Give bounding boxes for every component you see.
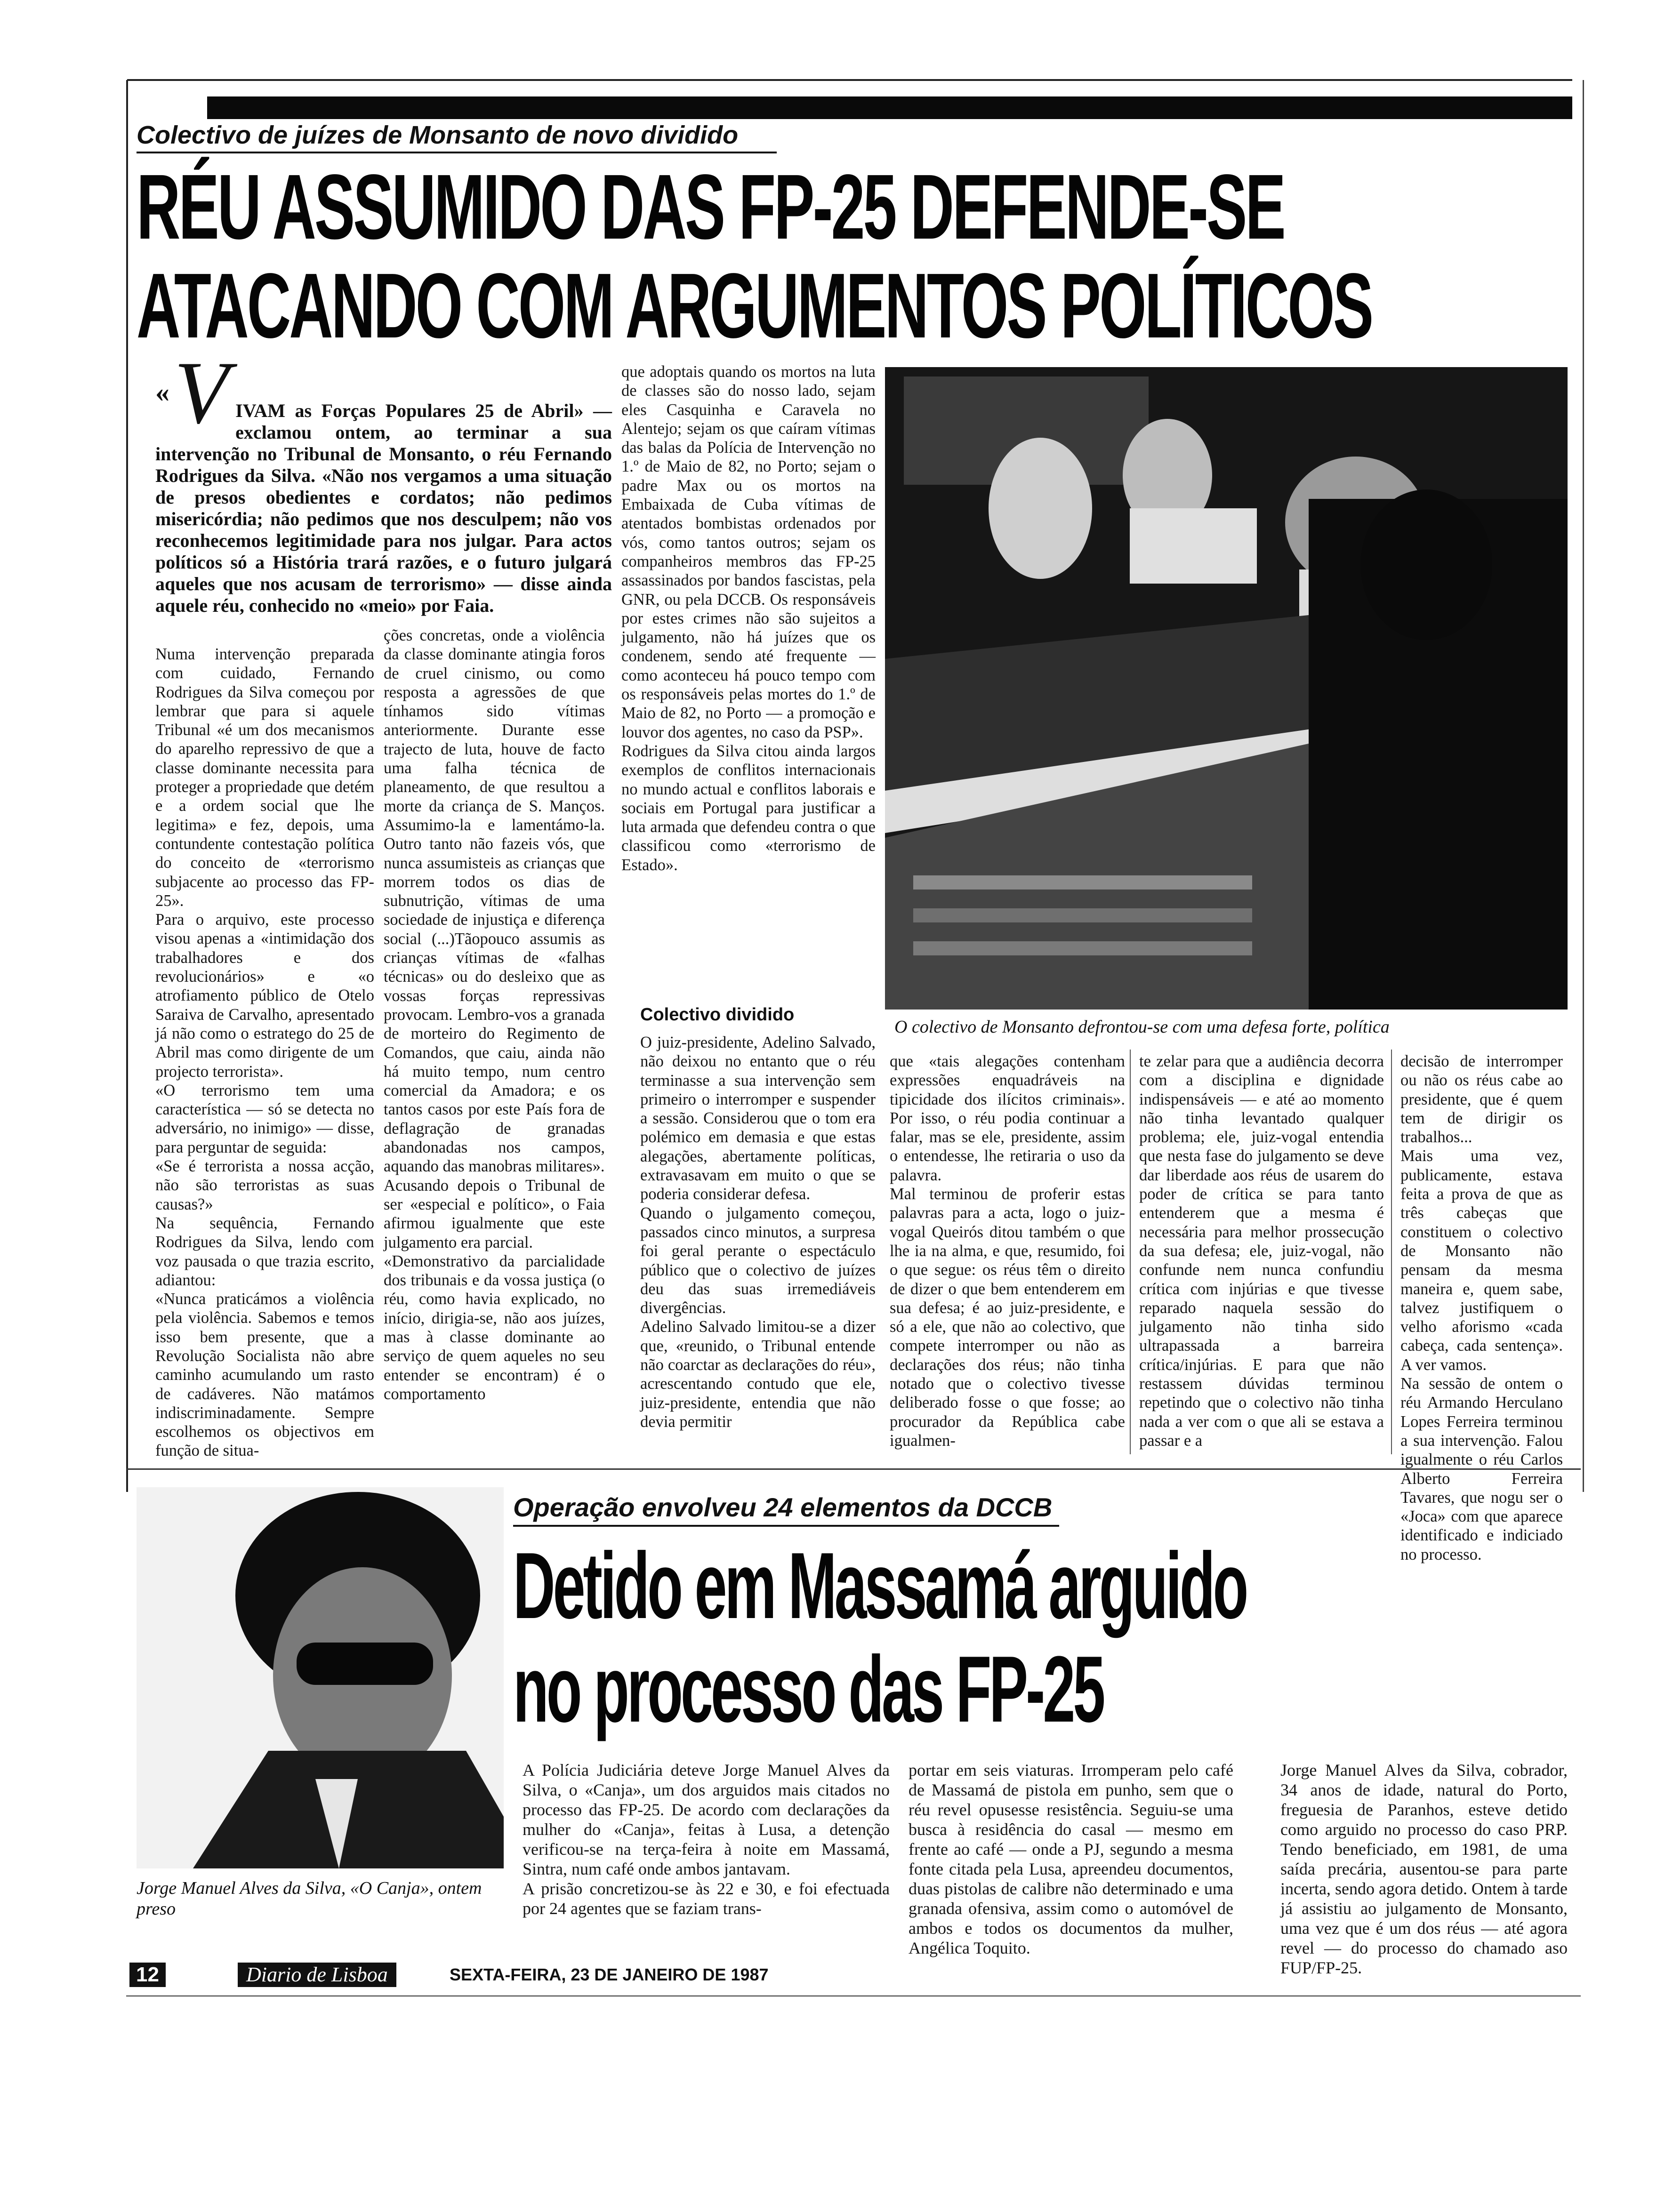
courtroom-photo-icon: [885, 367, 1568, 1010]
lead-dropcap: V: [174, 344, 229, 442]
second-headline-line2: no processo das FP-25: [513, 1637, 1103, 1742]
issue-date: SEXTA-FEIRA, 23 DE JANEIRO DE 1987: [450, 1965, 769, 1984]
top-headline-line1: RÉU ASSUMIDO DAS FP-25 DEFENDE-SE: [137, 155, 1284, 258]
courtroom-photo-caption: O colectivo de Monsanto defrontou-se com uma defesa forte, política: [894, 1017, 1390, 1037]
second-kicker: Operação envolveu 24 elementos da DCCB: [513, 1492, 1053, 1522]
top-col-4: que «tais alegações contenham expressões enquadráveis na tipicidade dos ilícitos criminais». Por isso, o réu podia continuar a falar, mas se ele, presidente, assim o entendesse, lhe retiraria o uso da palavra. Mal terminou de proferir estas palavras para a acta, logo o juiz-vogal Queirós ditou também o que lhe ia na alma, e que, resumido, foi o que segue: os réus têm o direito de dizer o que bem entenderem em sua defesa; é ao juiz-presidente, e só a ele, que não ao colectivo, que compete interromper ou não as declarações dos réus; não tinha notado que o colectivo tivesse deliberado fosse o que fosse; ao procurador da República cabe igualmen-: [890, 1052, 1125, 1450]
top-kicker-underline: [137, 152, 777, 153]
top-col-2: ções concretas, onde a violência da classe dominante atingia foros de cruel cinismo, ou como resposta a agressões de que tínhamos sido vítimas anteriormente. Durante esse trajecto de luta, houve de facto uma falha técnica de planeamento, de que resultou a morte da criança de S. Manços. Assumimo-la e lamentámo-la. Outro tanto não fazeis vós, que nunca assumisteis as crianças que morrem todos os dias de subnutrição, vítimas de uma sociedade de injustiça e diferença social (...)Tãopouco assumis as crianças vítimas de «falhas técnicas» ou do desleixo que as vossas forças repressivas provocam. Lembro-vos a granada de morteiro do Regimento de Comandos, que caiu, ainda não há muito tempo, num centro comercial da Amadora; e os tantos casos por este País fora de deflagração de granadas abandonadas nos campos, aquando das manobras militares». Acusando depois o Tribunal de ser «especial e político», o Faia afirmou igualmente que este julgamento era parcial. «Demonstrativo da parcialidade dos tribunais e da vossa justiça (o réu, como havia explicado, no início, dirigia-se, não aos juízes, mas à classe dominante ao serviço de quem aqueles no seu entender se encontram) é o comportamento: [384, 626, 605, 1403]
lead-quote-open: «: [155, 377, 169, 408]
header-black-bar: [207, 96, 1572, 119]
second-headline-line1: Detido em Massamá arguido: [513, 1533, 1247, 1638]
top-col-6: decisão de interromper ou não os réus cabe ao presidente, que é quem tem de dirigir os trabalhos... Mais uma vez, publicamente, estava feita a prova de que as três cabeças que constituem o colectivo de Monsanto não pensam da mesma maneira e, quem sabe, talvez justifiquem o velho aforismo «cada cabeça, cada sentença». A ver vamos. Na sessão de ontem o réu Armando Herculano Lopes Ferreira terminou a sua intervenção. Falou igualmente o réu Carlos Alberto Ferreira Tavares, que nogu ser o «Joca» com que aparece identificado e indiciado no processo.: [1400, 1052, 1563, 1563]
newspaper-brand: Diario de Lisboa: [238, 1963, 396, 1987]
portrait-photo-caption: Jorge Manuel Alves da Silva, «O Canja», ontem preso: [137, 1878, 482, 1919]
top-col-1: Numa intervenção preparada com cuidado, Fernando Rodrigues da Silva começou por lembrar que para si aquele Tribunal «é um dos mecanismos do aparelho repressivo de que a classe dominante necessita para proteger a propriedade que detém e a ordem social que lhe legitima» e fez, depois, uma contundente contestação política do conceito de «terrorismo subjacente ao processo das FP-25». Para o arquivo, este processo visou apenas a «intimidação dos trabalhadores e dos revolucionários» e «o atrofiamento público de Otelo Saraiva de Carvalho, apresentado já não como o estratego do 25 de Abril mas como dirigente de um projecto terrorista». «O terrorismo tem uma característica — só se detecta no adversário, no inimigo» — disse, para perguntar de seguida: «Se é terrorista a nossa acção, não são terroristas as suas causas?» Na sequência, Fernando Rodrigues da Silva, lendo com voz pausada o que trazia escrito, adiantou: «Nunca praticámos a violência pela violência. Sabemos e temos isso bem presente, que a Revolução Socialista não abre caminho acumulando um rasto de cadáveres. Não matámos indiscriminadamente. Sempre escolhemos os objectivos em função de situa-: [155, 645, 374, 1460]
lead-text: IVAM as Forças Populares 25 de Abril» — exclamou ontem, ao terminar a sua intervenção no Tribunal de Monsanto, o réu Fernando Rodrigues da Silva. «Não nos vergamos a uma situação de presos obedientes e cordatos; não pedimos misericórdia; não pedimos que nos desculpem; não vos reconhecemos legitimidade para nos julgar. Para actos políticos só a História trará razões, e o futuro julgará aqueles que nos acusam de terrorismo» — disse ainda aquele réu, conhecido no «meio» por Faia.: [155, 400, 612, 616]
story-divider: [126, 1468, 1581, 1470]
portrait-photo-icon: [137, 1487, 504, 1868]
column-separator: [1391, 1050, 1392, 1454]
top-lead: [155, 344, 612, 626]
courtroom-photo: [885, 367, 1568, 1010]
subhead-colectivo-dividido: Colectivo dividido: [640, 1005, 795, 1025]
second-col-1: A Polícia Judiciária deteve Jorge Manuel Alves da Silva, o «Canja», um dos arguidos mais citados no processo das FP-25. De acordo com declarações da mulher do «Canja», feitas à Lusa, a detenção verificou-se na terça-feira à noite em Massamá, Sintra, num café onde ambos jantavam. A prisão concretizou-se às 22 e 30, e foi efectuada por 24 agentes que se faziam trans-: [523, 1761, 890, 1918]
top-kicker: Colectivo de juízes de Monsanto de novo dividido: [137, 121, 739, 149]
second-col-3: Jorge Manuel Alves da Silva, cobrador, 34 anos de idade, natural do Porto, freguesia de Paranhos, esteve detido como arguido no processo do caso PRP. Tendo beneficiado, em 1981, de uma saída precária, ausentou-se para parte incerta, sendo agora detido. Ontem à tarde já assistiu ao julgamento de Monsanto, uma vez que é um dos réus — até agora revel — do processo do chamado aso FUP/FP-25.: [1280, 1761, 1568, 1977]
second-kicker-underline: [513, 1525, 1059, 1527]
top-col-3-top: que adoptais quando os mortos na luta de classes são do nosso lado, sejam eles Casquinha e Caravela no Alentejo; sejam os que caíram vítimas das balas da Polícia de Intervenção no 1.º de Maio de 82, no Porto; sejam o padre Max ou os mortos na Embaixada de Cuba vítimas de atentados bombistas ordenados por vós, como tantos outros; sejam os companheiros membros das FP-25 assassinados por bandos fascistas, pela GNR, ou pela DCCB. Os responsáveis por estes crimes não são sujeitos a julgamento, não há juízes que os condenem, sendo até frequente — como aconteceu há pouco tempo com os responsáveis pelas mortes do 1.º de Maio de 82, no Porto — a promoção e louvor dos agentes, no caso da PSP». Rodrigues da Silva citou ainda largos exemplos de conflitos internacionais no mundo actual e conflitos laborais e sociais em Portugal para justificar a luta armada que defendeu contra o que classificou como «terrorismo de Estado».: [621, 363, 876, 874]
top-headline-line2: ATACANDO COM ARGUMENTOS POLÍTICOS: [137, 254, 1372, 357]
top-col-3-bottom: O juiz-presidente, Adelino Salvado, não deixou no entanto que o réu terminasse a sua intervenção sem primeiro o interromper e suspender a sessão. Considerou que o tom era polémico em demasia e que estas alegações, abertamente políticas, extravasavam em muito o que se poderia considerar defesa. Quando o julgamento começou, passados cinco minutos, a surpresa foi geral perante o espectáculo público que o colectivo de juízes deu das suas irremediáveis divergências. Adelino Salvado limitou-se a dizer que, «reunido, o Tribunal entende não coarctar as declarações do réu», acrescentando contudo que ele, juiz-presidente, entendia que não devia permitir: [640, 1034, 876, 1431]
portrait-photo: [137, 1487, 504, 1868]
second-col-2: portar em seis viaturas. Irromperam pelo café de Massamá de pistola em punho, sem que o réu revel opusesse resistência. Seguiu-se uma busca à residência do casal — mesmo em frente ao café — onde a PJ, segundo a mesma fonte citada pela Lusa, apreendeu documentos, duas pistolas de calibre não determinado e uma granada ofensiva, assim como o automóvel de ambos e todos os documentos da mulher, Angélica Toquito.: [909, 1761, 1233, 1957]
column-separator: [1130, 1050, 1131, 1454]
top-col-5: te zelar para que a audiência decorra com a disciplina e dignidade indispensáveis — e até ao momento não tinha levantado qualquer problema; ele, juiz-vogal entendia que nesta fase do julgamento se deve dar liberdade aos réus de usarem do poder de crítica se para tanto entenderem que a mesma é necessária para melhor prossecução da sua defesa; ele, juiz-vogal, não confunde nem nunca confundiu crítica com injúrias e que tivesse reparado naquela sessão do julgamento não tinha sido ultrapassada a barreira crítica/injúrias. E para que não restassem dúvidas terminou repetindo que o colectivo não tinha nada a ver com o que ali se estava a passar e a: [1139, 1052, 1384, 1450]
page-number: 12: [129, 1963, 166, 1987]
